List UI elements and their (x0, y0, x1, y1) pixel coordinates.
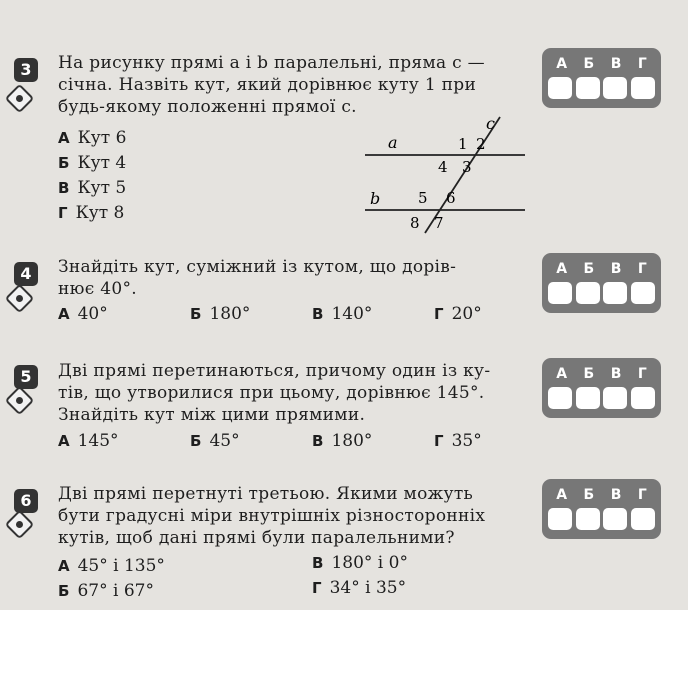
answer-letter: А (556, 487, 568, 503)
question-3-number: 3 (14, 58, 38, 82)
question-6-line-2: бути градусні міри внутрішніх різносторонніх (58, 506, 486, 526)
answer-cell-c[interactable] (603, 77, 627, 99)
answer-letter: Г (637, 366, 647, 382)
question-4-option-a[interactable]: А 40° (58, 304, 108, 324)
angle-2: 2 (476, 135, 486, 153)
difficulty-icon (5, 84, 35, 114)
angle-8: 8 (410, 214, 420, 232)
question-6-text (58, 483, 485, 549)
answer-grid-5 (542, 358, 661, 418)
question-5-option-a[interactable]: А 145° (58, 431, 119, 451)
angle-7: 7 (434, 214, 444, 232)
question-6-option-c[interactable]: В 180° і 0° (312, 553, 408, 573)
answer-grid-4 (542, 253, 661, 313)
question-6-option-d[interactable]: Г 34° і 35° (312, 578, 407, 598)
answer-letter: В (610, 261, 622, 277)
question-5-line-1: Дві прямі перетинаються, причому один із ку- (58, 361, 491, 381)
answer-cell-d[interactable] (631, 282, 655, 304)
answer-cell-d[interactable] (631, 77, 655, 99)
question-3-line-2: січна. Назвіть кут, який дорівнює куту 1 при (58, 75, 477, 95)
label-c: c (486, 115, 495, 133)
question-4-number: 4 (14, 262, 38, 286)
answer-cell-a[interactable] (548, 508, 572, 530)
angle-3: 3 (462, 158, 472, 176)
angle-4: 4 (438, 158, 448, 176)
difficulty-icon (5, 386, 35, 416)
question-4-option-c[interactable]: В 140° (312, 304, 373, 324)
answer-grid-6 (542, 479, 661, 539)
answer-letter: В (610, 487, 622, 503)
question-5-option-d[interactable]: Г 35° (434, 431, 482, 451)
question-5-option-b[interactable]: Б 45° (190, 431, 240, 451)
difficulty-icon (5, 284, 35, 314)
angle-6: 6 (446, 189, 456, 207)
answer-cell-a[interactable] (548, 387, 572, 409)
answer-letter: Б (583, 261, 595, 277)
answer-letter: В (610, 56, 622, 72)
question-6-option-b[interactable]: Б 67° і 67° (58, 581, 154, 601)
label-b: b (370, 189, 381, 208)
answer-cell-c[interactable] (603, 508, 627, 530)
answer-letter: А (556, 56, 568, 72)
answer-letter: Г (637, 56, 647, 72)
question-5-line-2: тів, що утворилися при цьому, дорівнює 145°. (58, 383, 485, 403)
answer-cell-d[interactable] (631, 387, 655, 409)
answer-cell-a[interactable] (548, 77, 572, 99)
question-6-option-a[interactable]: А 45° і 135° (58, 556, 165, 576)
question-5-text (58, 360, 490, 426)
answer-letter: Г (637, 261, 647, 277)
answer-letter: Б (583, 487, 595, 503)
question-6-line-1: Дві прямі перетнуті третьою. Якими можуть (58, 484, 474, 504)
question-6-line-3: кутів, щоб дані прямі були паралельними? (58, 528, 455, 548)
answer-grid-3 (542, 48, 661, 108)
angle-1: 1 (458, 135, 468, 153)
question-5-number: 5 (14, 365, 38, 389)
question-4-option-b[interactable]: Б 180° (190, 304, 251, 324)
question-4-text (58, 256, 456, 300)
answer-cell-b[interactable] (576, 77, 600, 99)
answer-cell-c[interactable] (603, 282, 627, 304)
answer-letter: Г (637, 487, 647, 503)
angle-5: 5 (418, 189, 428, 207)
bleed-through-text (120, 4, 125, 22)
answer-letter: А (556, 261, 568, 277)
answer-cell-d[interactable] (631, 508, 655, 530)
answer-letter: Б (583, 366, 595, 382)
question-3-option-c[interactable]: В Кут 5 (58, 178, 127, 198)
answer-letter: В (610, 366, 622, 382)
question-5-line-3: Знайдіть кут між цими прямими. (58, 405, 366, 425)
question-4-option-d[interactable]: Г 20° (434, 304, 482, 324)
answer-cell-b[interactable] (576, 282, 600, 304)
question-4-line-2: нює 40°. (58, 279, 137, 299)
parallel-lines-figure (360, 115, 530, 235)
question-4-line-1: Знайдіть кут, суміжний із кутом, що дорів- (58, 257, 457, 277)
question-3-line-1: На рисунку прямі a і b паралельні, пряма c — (58, 53, 485, 73)
label-a: a (388, 133, 398, 152)
question-3-text (58, 52, 485, 118)
answer-cell-a[interactable] (548, 282, 572, 304)
question-6-number: 6 (14, 489, 38, 513)
question-3-option-a[interactable]: А Кут 6 (58, 128, 127, 148)
question-3-option-d[interactable]: Г Кут 8 (58, 203, 125, 223)
question-3-line-3: будь-якому положенні прямої c. (58, 97, 357, 117)
answer-cell-c[interactable] (603, 387, 627, 409)
answer-letter: Б (583, 56, 595, 72)
difficulty-icon (5, 510, 35, 540)
answer-cell-b[interactable] (576, 508, 600, 530)
answer-letter: А (556, 366, 568, 382)
question-5-option-c[interactable]: В 180° (312, 431, 373, 451)
question-3-option-b[interactable]: Б Кут 4 (58, 153, 127, 173)
answer-cell-b[interactable] (576, 387, 600, 409)
